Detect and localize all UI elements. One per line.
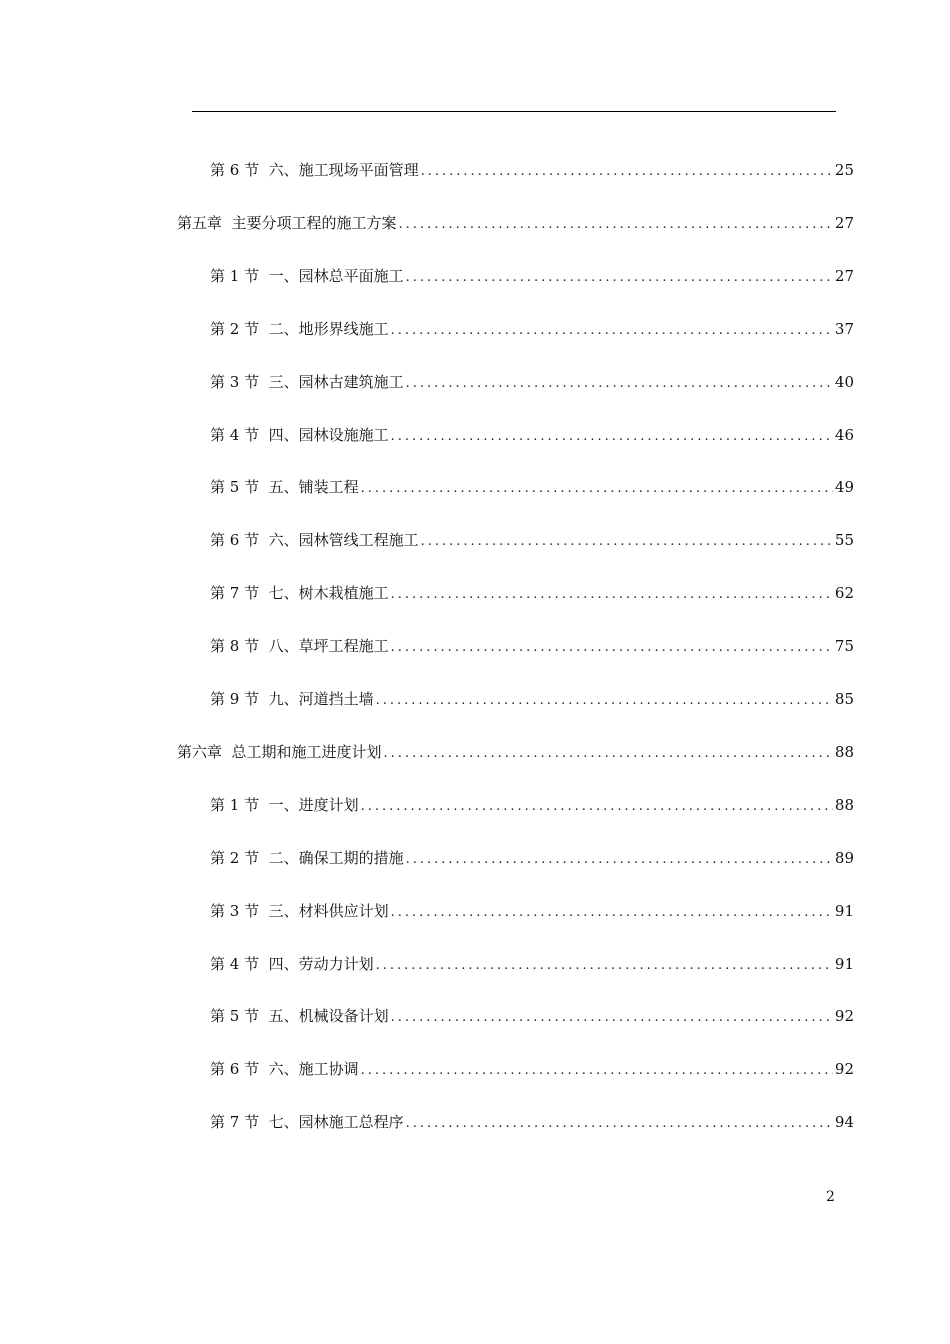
toc-entry-label: 第 3 节 三、材料供应计划 (210, 902, 389, 920)
toc-entry-page: 91 (834, 955, 854, 973)
toc-entry-page: 91 (834, 902, 854, 920)
toc-entry-page: 92 (834, 1060, 854, 1078)
toc-section-entry[interactable] (210, 263, 854, 289)
toc-entry-label: 第六章 总工期和施工进度计划 (177, 743, 382, 761)
toc-entry-page: 27 (834, 267, 854, 285)
toc-dot-leader (384, 741, 833, 767)
toc-chapter-entry[interactable] (177, 739, 854, 765)
toc-section-entry[interactable] (210, 474, 854, 500)
toc-section-entry[interactable] (210, 951, 854, 977)
toc-entry-page: 85 (834, 690, 854, 708)
header-rule (192, 111, 836, 112)
toc-entry-page: 88 (834, 796, 854, 814)
toc-entry-label: 第 7 节 七、树木栽植施工 (210, 584, 389, 602)
toc-section-entry[interactable] (210, 527, 854, 553)
toc-section-entry[interactable] (210, 316, 854, 342)
toc-entry-label: 第 5 节 五、机械设备计划 (210, 1007, 389, 1025)
toc-section-entry[interactable] (210, 1003, 854, 1029)
toc-dot-leader (376, 688, 833, 714)
toc-entry-label: 第 4 节 四、劳动力计划 (210, 955, 374, 973)
toc-entry-label: 第五章 主要分项工程的施工方案 (177, 214, 397, 232)
toc-section-entry[interactable] (210, 633, 854, 659)
toc-section-entry[interactable] (210, 845, 854, 871)
toc-entry-page: 89 (834, 849, 854, 867)
toc-entry-page: 49 (834, 478, 854, 496)
toc-entry-label: 第 7 节 七、园林施工总程序 (210, 1113, 404, 1131)
toc-dot-leader (391, 900, 833, 926)
toc-entry-label: 第 5 节 五、铺装工程 (210, 478, 359, 496)
toc-dot-leader (391, 318, 833, 344)
toc-section-entry[interactable] (210, 898, 854, 924)
toc-dot-leader (391, 582, 833, 608)
toc-entry-label: 第 2 节 二、地形界线施工 (210, 320, 389, 338)
toc-entry-page: 75 (834, 637, 854, 655)
toc-dot-leader (421, 529, 833, 555)
toc-entry-label: 第 3 节 三、园林古建筑施工 (210, 373, 404, 391)
toc-chapter-entry[interactable] (177, 210, 854, 236)
toc-dot-leader (376, 953, 833, 979)
toc-dot-leader (421, 159, 833, 185)
toc-dot-leader (361, 794, 833, 820)
toc-dot-leader (406, 265, 833, 291)
toc-entry-label: 第 8 节 八、草坪工程施工 (210, 637, 389, 655)
toc-dot-leader (391, 635, 833, 661)
toc-dot-leader (361, 1058, 833, 1084)
toc-dot-leader (406, 847, 833, 873)
toc-section-entry[interactable] (210, 1056, 854, 1082)
toc-entry-label: 第 2 节 二、确保工期的措施 (210, 849, 404, 867)
toc-section-entry[interactable] (210, 580, 854, 606)
toc-dot-leader (406, 371, 833, 397)
toc-entry-page: 55 (834, 531, 854, 549)
toc-entry-page: 46 (834, 426, 854, 444)
toc-section-entry[interactable] (210, 1109, 854, 1135)
toc-section-entry[interactable] (210, 792, 854, 818)
toc-entry-page: 88 (834, 743, 854, 761)
toc-section-entry[interactable] (210, 369, 854, 395)
toc-entry-page: 37 (834, 320, 854, 338)
toc-dot-leader (406, 1111, 833, 1137)
toc-section-entry[interactable] (210, 422, 854, 448)
toc-section-entry[interactable] (210, 686, 854, 712)
toc-section-entry[interactable] (210, 157, 854, 183)
toc-entry-label: 第 9 节 九、河道挡土墙 (210, 690, 374, 708)
toc-dot-leader (391, 1005, 833, 1031)
toc-entry-page: 92 (834, 1007, 854, 1025)
toc-entry-label: 第 4 节 四、园林设施施工 (210, 426, 389, 444)
toc-entry-label: 第 1 节 一、进度计划 (210, 796, 359, 814)
page-number: 2 (826, 1189, 835, 1205)
toc-dot-leader (391, 424, 833, 450)
toc-dot-leader (399, 212, 833, 238)
toc-entry-label: 第 6 节 六、施工现场平面管理 (210, 161, 419, 179)
toc-entry-page: 25 (834, 161, 854, 179)
toc-entry-page: 62 (834, 584, 854, 602)
toc-entry-page: 27 (834, 214, 854, 232)
toc-entry-page: 40 (834, 373, 854, 391)
toc-entry-label: 第 1 节 一、园林总平面施工 (210, 267, 404, 285)
toc-entry-page: 94 (834, 1113, 854, 1131)
toc-entry-label: 第 6 节 六、园林管线工程施工 (210, 531, 419, 549)
toc-dot-leader (361, 476, 833, 502)
toc-entry-label: 第 6 节 六、施工协调 (210, 1060, 359, 1078)
